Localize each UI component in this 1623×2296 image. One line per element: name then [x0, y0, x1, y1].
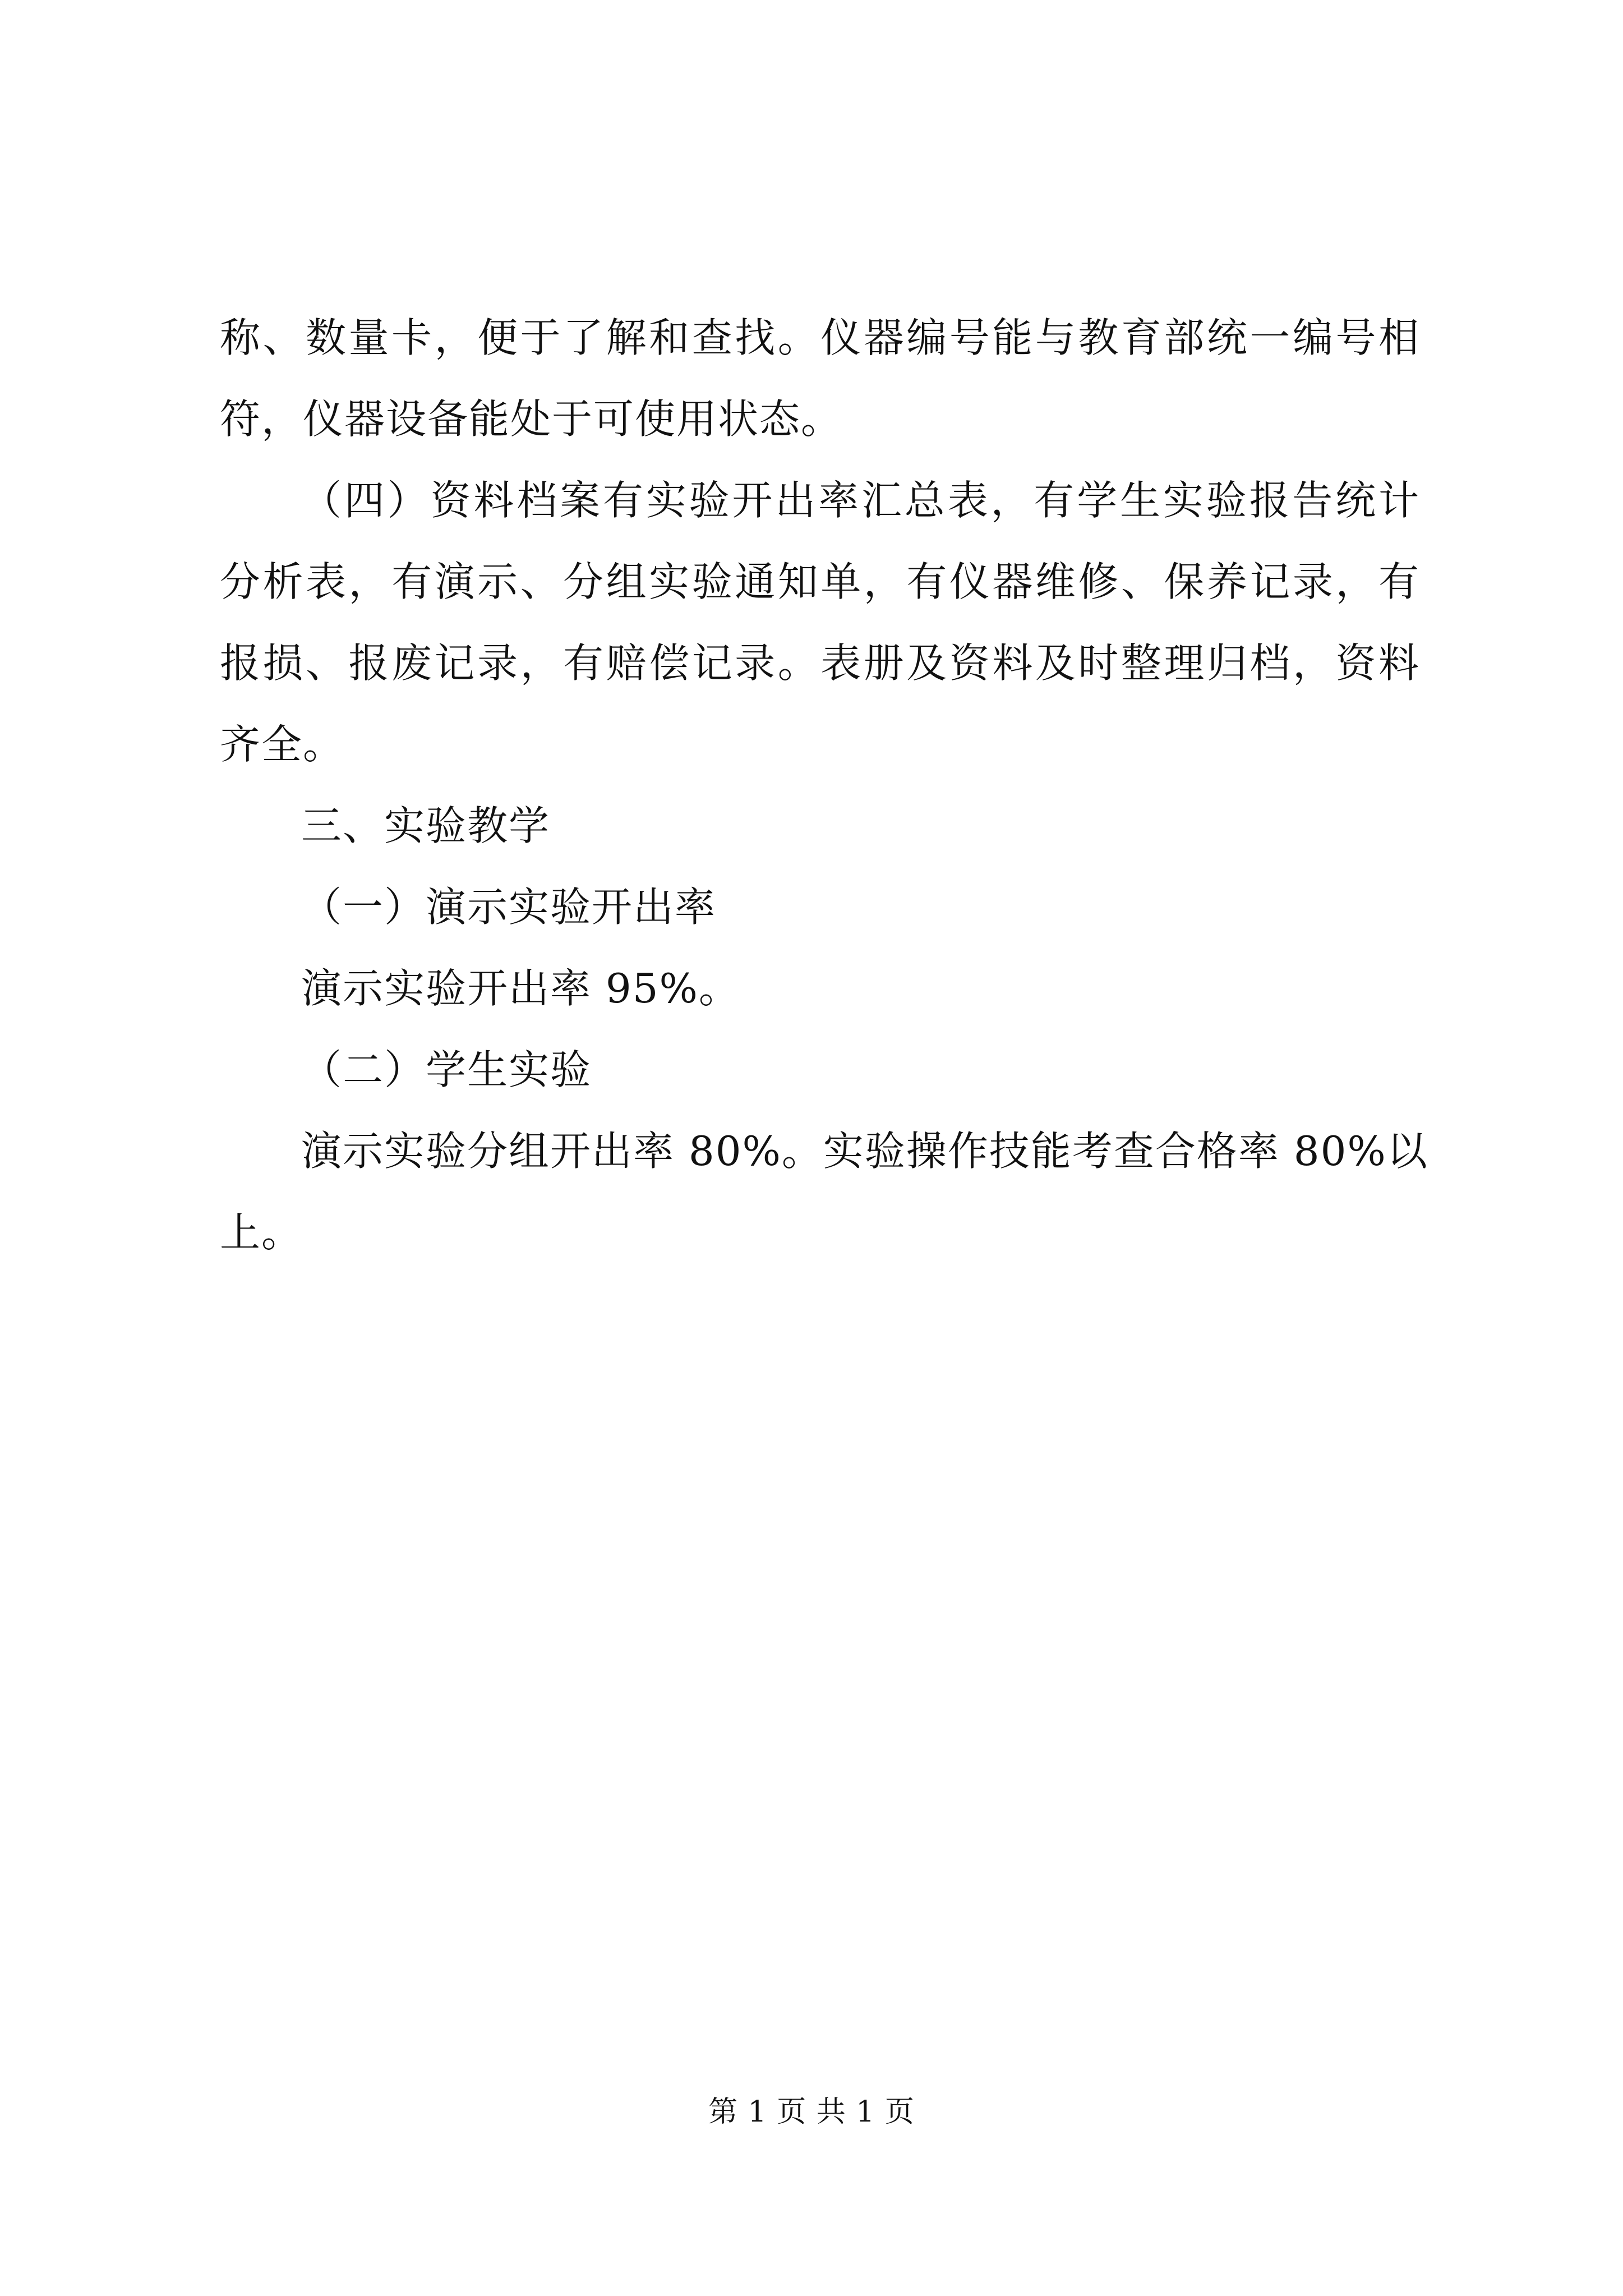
paragraph-line: 符，仪器设备能处于可使用状态。 [220, 395, 843, 443]
paragraph-line: 分析表，有演示、分组实验通知单，有仪器维修、保养记录，有 [220, 558, 1420, 605]
subsection-heading: （一）演示实验开出率 [301, 884, 717, 931]
paragraph-line: 演示实验分组开出率 80%。实验操作技能考查合格率 80%以 [301, 1128, 1428, 1175]
paragraph-line: 齐全。 [220, 721, 345, 768]
paragraph-line: （四）资料档案有实验开出率汇总表，有学生实验报告统计 [301, 477, 1420, 524]
subsection-heading: （二）学生实验 [301, 1046, 592, 1093]
section-heading: 三、实验教学 [301, 802, 551, 849]
document-body [220, 297, 1428, 1273]
paragraph-line: 上。 [220, 1209, 303, 1256]
paragraph-line: 称、数量卡，便于了解和查找。仪器编号能与教育部统一编号相 [220, 314, 1420, 361]
paragraph-line: 报损、报废记录，有赔偿记录。表册及资料及时整理归档，资料 [220, 639, 1420, 687]
page-number-footer: 第 1 页 共 1 页 [708, 2095, 915, 2129]
paragraph-line: 演示实验开出率 95%。 [301, 965, 740, 1012]
